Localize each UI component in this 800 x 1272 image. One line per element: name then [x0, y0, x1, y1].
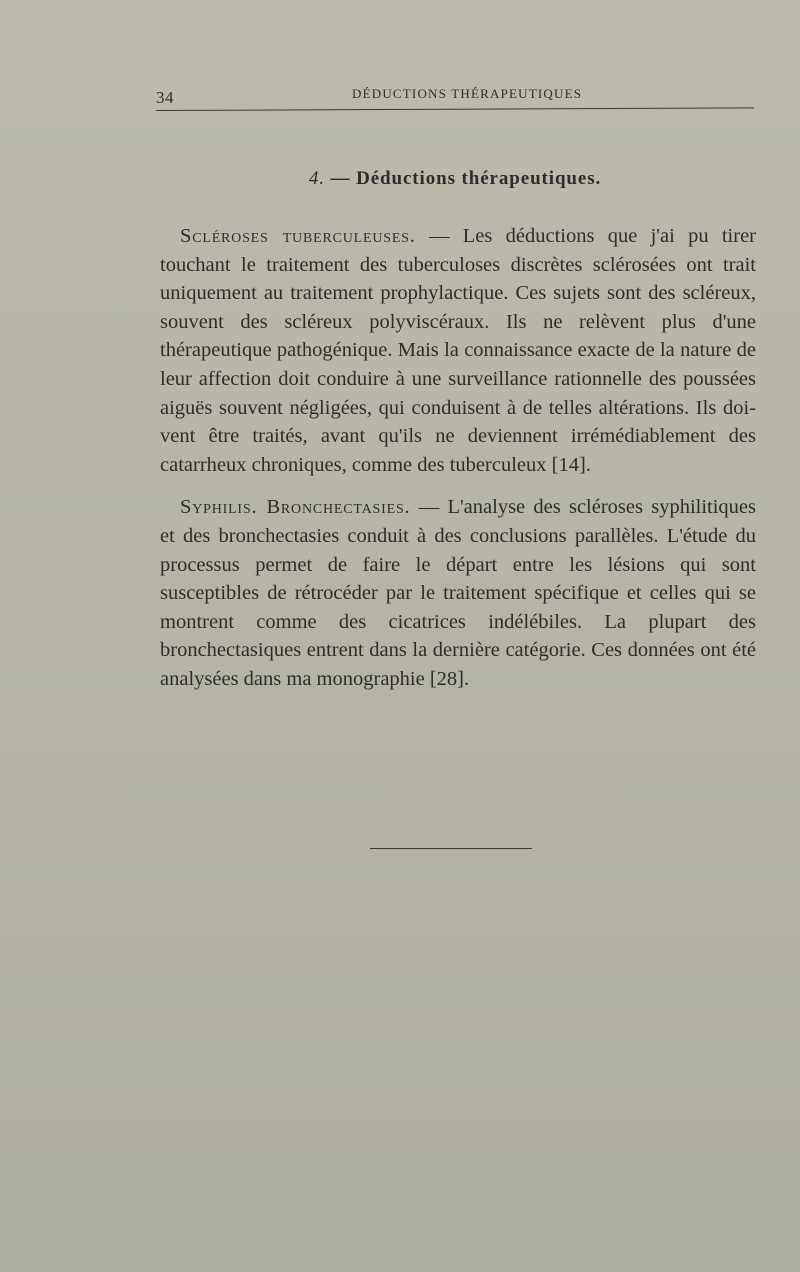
section-separator: — [324, 168, 357, 189]
running-title: DÉDUCTIONS THÉRAPEUTIQUES [352, 86, 583, 101]
paragraph-lead: Syphilis. Bronchectasies. [180, 496, 411, 519]
paragraph-syphilis [160, 493, 756, 693]
section-number: 4. [308, 168, 325, 189]
section-title: Déductions thérapeutiques. [356, 168, 602, 189]
page-number: 34 [156, 88, 174, 107]
paragraph-text: — Les déductions que j'ai pu tirer touchant le traitement des tuberculoses discrètes sclérosées ont trait uniquement au traitement prophylactique. Ces sujets sont des scléreux, souvent des scléreux polyviscéraux. Ils ne relèvent plus d'une thérapeutique pathogénique. Mais la connaissance exacte de la nature de leur affection doit conduire à une surveillance rationnelle des poussées aiguës souvent négligées, qui conduisent à de telles altérations. Ils doivent être traités, avant qu'ils ne deviennent irrémédiablement des catarrheux chroniques, comme des tuberculeux [14]. [160, 225, 756, 476]
section-heading [156, 168, 754, 190]
body-text [160, 222, 756, 694]
paragraph-text: — L'analyse des scléroses syphilitiques et des bronchectasies conduit à des conclusions parallèles. L'étude du processus permet de faire le départ entre les lésions qui sont susceptibles de rétrocéder par le traitement spécifique et celles qui se montrent comme des cicatrices indélébiles. La plupart des bronchectasiques entrent dans la dernière catégorie. Ces données ont été analysées dans ma monographie [28]. [160, 496, 757, 690]
paragraph-scleroses [160, 222, 756, 479]
paragraph-lead: Scléroses tuberculeuses. [180, 225, 416, 247]
end-rule [370, 848, 532, 849]
